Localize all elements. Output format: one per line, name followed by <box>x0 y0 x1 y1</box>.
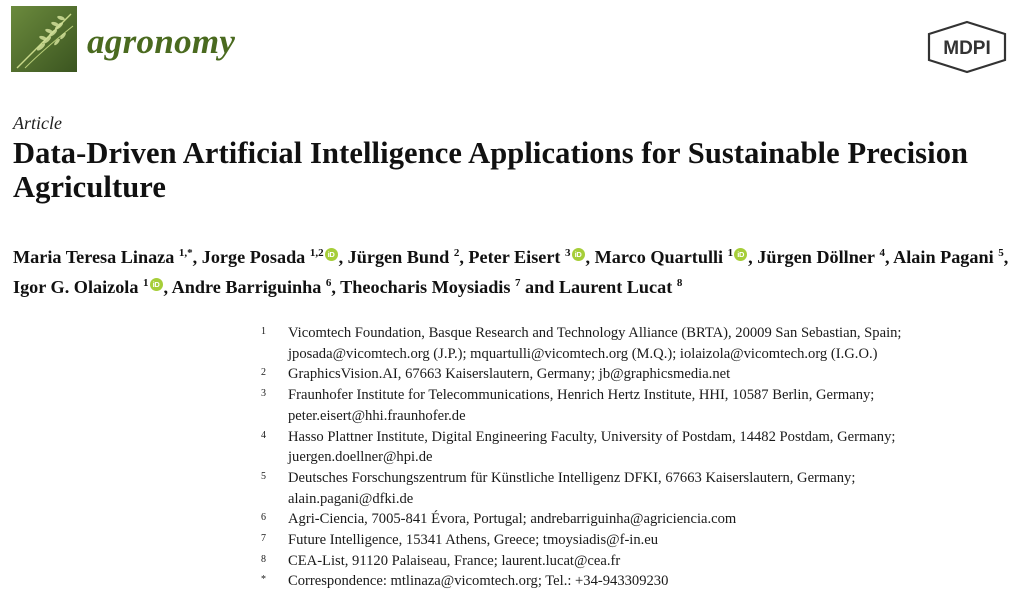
author-name[interactable]: Jürgen Döllner <box>757 247 875 267</box>
affiliation-number: 1 <box>261 326 266 337</box>
affiliation-item <box>258 323 1018 364</box>
affiliation-item <box>258 571 1018 592</box>
affiliation-number: 8 <box>261 553 266 565</box>
author-separator: , <box>338 247 348 267</box>
journal-name[interactable]: agronomy <box>87 22 236 61</box>
affiliation-line: GraphicsVision.AI, 67663 Kaiserslautern, Germany; jb@graphicsmedia.net <box>288 366 731 383</box>
orcid-icon[interactable]: iD <box>572 248 585 261</box>
author-affiliation-marker: 4 <box>879 247 886 259</box>
author-affiliation-marker: 6 <box>325 277 332 289</box>
affiliation-number: 6 <box>261 512 266 524</box>
author-affiliation-marker: 1,2 <box>309 247 324 259</box>
author-name[interactable]: Igor G. Olaizola <box>13 277 139 297</box>
affiliation-number: 3 <box>261 388 266 400</box>
journal-header <box>0 0 1024 88</box>
affiliation-line: jposada@vicomtech.org (J.P.); mquartulli@vicomtech.org (M.Q.); iolaizola@vicomtech.org (I.G.O.) <box>288 345 878 362</box>
wheat-icon <box>11 6 77 72</box>
affiliation-number: 5 <box>261 470 266 482</box>
affiliation-line: CEA-List, 91120 Palaiseau, France; laurent.lucat@cea.fr <box>288 552 621 569</box>
author-separator: , <box>1003 247 1009 267</box>
author-name[interactable]: Peter Eisert <box>468 247 561 267</box>
affiliation-item <box>258 385 1018 426</box>
author-separator: , <box>331 277 341 297</box>
author-separator: , <box>192 247 202 267</box>
affiliation-line: Correspondence: mtlinaza@vicomtech.org; Tel.: +34-943309230 <box>288 573 669 590</box>
author-name[interactable]: Laurent Lucat <box>558 277 673 297</box>
orcid-icon[interactable]: iD <box>150 278 163 291</box>
affiliation-line: peter.eisert@hhi.fraunhofer.de <box>288 407 466 424</box>
author-name[interactable]: Maria Teresa Linaza <box>13 247 175 267</box>
author-name[interactable]: Jorge Posada <box>201 247 306 267</box>
author-affiliation-marker: 2 <box>453 247 460 259</box>
affiliation-number: 2 <box>261 367 266 379</box>
publisher-name: MDPI <box>943 38 991 59</box>
author-separator: , <box>163 277 172 297</box>
article-type: Article <box>13 113 62 133</box>
author-name[interactable]: Jürgen Bund <box>347 247 450 267</box>
affiliation-item <box>258 551 1018 572</box>
orcid-icon[interactable]: iD <box>325 248 338 261</box>
affiliation-number: * <box>261 574 266 586</box>
author-affiliation-marker: 3 <box>565 247 571 259</box>
author-affiliation-marker: 1 <box>143 277 149 289</box>
author-separator: , <box>885 247 894 267</box>
author-separator: and <box>520 277 559 297</box>
affiliation-number: 7 <box>261 533 266 545</box>
affiliation-line: juergen.doellner@hpi.de <box>288 449 433 466</box>
author-name[interactable]: Alain Pagani <box>893 247 994 267</box>
author-separator: , <box>585 247 595 267</box>
affiliation-list <box>258 323 1018 592</box>
author-affiliation-marker: 7 <box>515 277 521 289</box>
mdpi-logo[interactable] <box>925 20 1009 74</box>
article-title: Data-Driven Artificial Intelligence Applications for Sustainable Precision Agriculture <box>13 136 969 204</box>
affiliation-item <box>258 530 1018 551</box>
author-name[interactable]: Marco Quartulli <box>594 247 724 267</box>
author-name[interactable]: Theocharis Moysiadis <box>340 277 511 297</box>
affiliation-line: Deutsches Forschungszentrum für Künstliche Intelligenz DFKI, 67663 Kaiserslautern, Germany; <box>288 469 856 486</box>
affiliation-line: Vicomtech Foundation, Basque Research and Technology Alliance (BRTA), 20009 San Sebastian, Spain; <box>288 325 902 341</box>
journal-logo[interactable] <box>11 6 77 72</box>
affiliation-item <box>258 364 1018 385</box>
affiliation-number: 4 <box>261 429 266 441</box>
orcid-icon[interactable]: iD <box>734 248 747 261</box>
author-separator: , <box>748 247 758 267</box>
affiliation-line: Hasso Plattner Institute, Digital Engineering Faculty, University of Postdam, 14482 Postdam, Germany; <box>288 428 896 445</box>
author-affiliation-marker: 8 <box>676 277 683 289</box>
author-affiliation-marker: 1 <box>727 247 734 259</box>
affiliation-item <box>258 468 1018 509</box>
affiliation-line: Future Intelligence, 15341 Athens, Greece; tmoysiadis@f-in.eu <box>288 532 659 549</box>
affiliation-line: alain.pagani@dfki.de <box>288 490 414 507</box>
author-affiliation-marker: 5 <box>998 247 1004 259</box>
affiliation-item <box>258 427 1018 468</box>
affiliation-line: Fraunhofer Institute for Telecommunications, Henrich Hertz Institute, HHI, 10587 Berlin, Germany; <box>288 387 875 404</box>
author-separator: , <box>459 247 469 267</box>
affiliation-item <box>258 509 1018 530</box>
author-affiliation-marker: 1,* <box>178 247 193 259</box>
affiliation-line: Agri-Ciencia, 7005-841 Évora, Portugal; andrebarriguinha@agriciencia.com <box>288 511 737 528</box>
author-list <box>13 240 1013 300</box>
author-name[interactable]: Andre Barriguinha <box>171 277 322 297</box>
